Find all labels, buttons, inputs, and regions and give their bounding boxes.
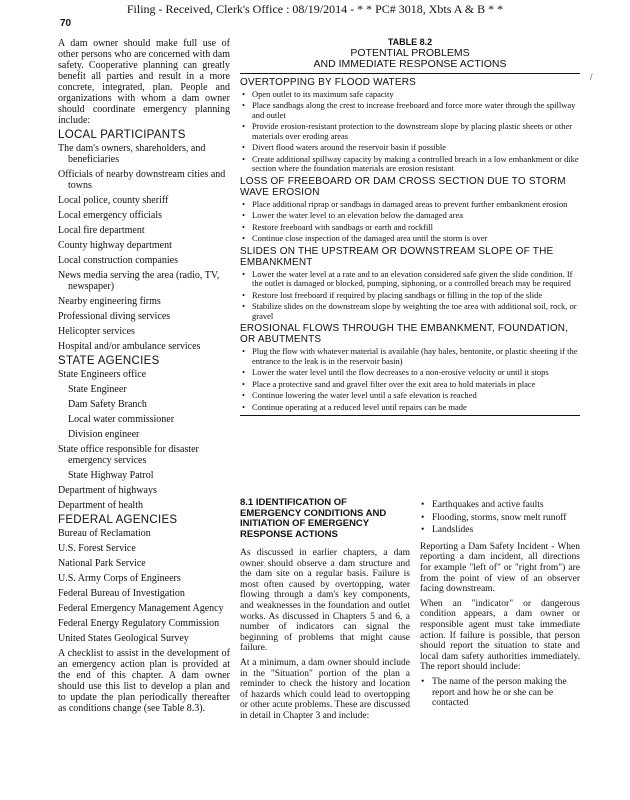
intro-paragraph: A dam owner should make full use of other persons who are concerned with dam safety. Cooperative planning can greatly benefit all parties and result in a more concrete, integrated, plan. People and organizations with whom a dam owner should coordinate emergency planning include: <box>58 38 230 126</box>
body-paragraph: At a minimum, a dam owner should include in the "Situation" portion of the plan a reminder to check the history and location of hazards which could lead to overtopping or other acute problems. These are discussed in detail in Chapter 3 and include: <box>240 657 410 721</box>
list-item: County highway department <box>58 240 172 251</box>
hazard-list <box>420 500 580 536</box>
table-8-2 <box>240 38 580 416</box>
table-bottom-rule <box>240 415 580 416</box>
filing-stamp-header: Filing - Received, Clerk's Office : 08/19/2014 - * * PC# 3018, Xbts A & B * * <box>126 2 504 16</box>
left-column <box>58 38 230 718</box>
table-top-rule <box>240 73 580 74</box>
list-subitem: State Highway Patrol <box>68 470 154 481</box>
federal-agencies-heading: FEDERAL AGENCIES <box>58 514 178 526</box>
right-column <box>420 500 580 715</box>
table-section-heading: OVERTOPPING BY FLOOD WATERS <box>240 76 416 88</box>
list-item: • Continue close inspection of the damaged area until the storm is over <box>240 234 580 244</box>
list-item: • Earthquakes and active faults <box>420 500 580 511</box>
stray-mark: / <box>590 72 593 82</box>
list-item: Department of health <box>58 500 143 511</box>
list-item: News media serving the area (radio, TV, newspaper) <box>58 270 220 292</box>
list-item: The dam's owners, shareholders, and beneficiaries <box>58 143 206 165</box>
local-participants-heading: LOCAL PARTICIPANTS <box>58 129 186 141</box>
list-item: Local fire department <box>58 225 145 236</box>
list-item: Helicopter services <box>58 326 135 337</box>
table-section-list <box>240 347 580 412</box>
list-item: U.S. Army Corps of Engineers <box>58 573 181 584</box>
table-section-heading: SLIDES ON THE UPSTREAM OR DOWNSTREAM SLOPE OF THE EMBANKMENT <box>240 245 554 268</box>
list-item: State Engineers office <box>58 369 147 380</box>
list-item: • Plug the flow with whatever material is available (hay bales, bentonite, or plastic sheeting if the entrance to the leak is in the reservoir basin) <box>240 347 580 366</box>
middle-column <box>240 498 410 726</box>
checklist-paragraph: A checklist to assist in the development of an emergency action plan is provided at the end of this chapter. A dam owner should use this list to develop a plan and to update the plan periodically thereafter as conditions change (see Table 8.3). <box>58 648 230 714</box>
table-number: TABLE 8.2 <box>387 37 433 47</box>
list-item: • Flooding, storms, snow melt runoff <box>420 513 580 524</box>
list-subitem: Division engineer <box>68 429 140 440</box>
list-item: • Continue operating at a reduced level until repairs can be made <box>240 403 580 413</box>
page-number: 70 <box>60 18 72 29</box>
list-item: • Provide erosion-resistant protection to the downstream slope by placing plastic sheets or other materials over eroding areas <box>240 122 580 141</box>
list-item: National Park Service <box>58 558 146 569</box>
report-list <box>420 677 580 709</box>
list-item: • The name of the person making the report and how he or she can be contacted <box>420 677 580 709</box>
list-item: • Open outlet to its maximum safe capacity <box>240 90 580 100</box>
list-item: Professional diving services <box>58 311 171 322</box>
state-agencies-heading: STATE AGENCIES <box>58 355 160 367</box>
list-subitem: Local water commissioner <box>68 414 175 425</box>
list-item: • Divert flood waters around the reservoir basin if possible <box>240 143 580 153</box>
list-item: Bureau of Reclamation <box>58 528 151 539</box>
section-heading-8-1: 8.1 IDENTIFICATION OF EMERGENCY CONDITIONS AND INITIATION OF EMERGENCY RESPONSE ACTIONS <box>240 497 387 540</box>
list-item: Local police, county sheriff <box>58 195 169 206</box>
list-item: • Stabilize slides on the downstream slope by weighting the toe area with additional soil, rock, or gravel <box>240 302 580 321</box>
body-paragraph: When an "indicator" or dangerous condition appears, a dam owner or responsible agent must take immediate action. If failure is possible, that person should report the situation to state and local dam safety authorities immediately. The report should include: <box>420 598 580 673</box>
list-item: • Lower the water level at a rate and to an elevation considered safe given the slide condition. If the outlet is damaged or blocked, pumping, siphoning, or a controlled breach may be required <box>240 270 580 289</box>
list-subitem: Dam Safety Branch <box>68 399 147 410</box>
table-section-list <box>240 270 580 322</box>
list-item: Federal Bureau of Investigation <box>58 588 185 599</box>
list-item: • Landslides <box>420 525 580 536</box>
list-item: Local construction companies <box>58 255 178 266</box>
body-paragraph: Reporting a Dam Safety Incident - When reporting a dam incident, all directions for example "left of" or "right from") are from the point of view of an observer facing downstream. <box>420 541 580 595</box>
list-item: Department of highways <box>58 485 157 496</box>
list-item: • Continue lowering the water level until a safe elevation is reached <box>240 391 580 401</box>
table-title-line2: AND IMMEDIATE RESPONSE ACTIONS <box>313 57 507 70</box>
federal-agencies-list <box>58 528 230 644</box>
list-item: Local emergency officials <box>58 210 163 221</box>
list-item: • Restore freeboard with sandbags or earth and rockfill <box>240 223 580 233</box>
table-section-list <box>240 200 580 244</box>
list-item: • Restore lost freeboard if required by placing sandbags or filling in the top of the slide <box>240 291 580 301</box>
list-item: Hospital and/or ambulance services <box>58 341 201 352</box>
list-item: • Lower the water level until the flow decreases to a non-erosive velocity or until it stops <box>240 368 580 378</box>
table-title-line1: POTENTIAL PROBLEMS <box>350 46 470 59</box>
list-item: United States Geological Survey <box>58 633 189 644</box>
list-item: Federal Emergency Management Agency <box>58 603 224 614</box>
list-subitem: State Engineer <box>68 384 127 395</box>
list-item: Officials of nearby downstream cities and towns <box>58 169 226 191</box>
list-item: • Place sandbags along the crest to increase freeboard and force more water through the spillway and outlet <box>240 101 580 120</box>
local-participants-list <box>58 143 230 352</box>
table-section-list <box>240 90 580 174</box>
table-section-heading: LOSS OF FREEBOARD OR DAM CROSS SECTION DUE TO STORM WAVE EROSION <box>240 175 566 198</box>
list-item: U.S. Forest Service <box>58 543 136 554</box>
list-item: • Place a protective sand and gravel filter over the exit area to hold materials in place <box>240 380 580 390</box>
list-item: • Place additional riprap or sandbags in damaged areas to prevent further embankment erosion <box>240 200 580 210</box>
list-item: • Lower the water level to an elevation below the damaged area <box>240 211 580 221</box>
list-item: State office responsible for disaster emergency services <box>58 444 199 466</box>
list-item: Federal Energy Regulatory Commission <box>58 618 220 629</box>
state-agencies-list <box>58 369 230 511</box>
table-section-heading: EROSIONAL FLOWS THROUGH THE EMBANKMENT, FOUNDATION, OR ABUTMENTS <box>240 323 569 345</box>
body-paragraph: As discussed in earlier chapters, a dam owner should observe a dam structure and the dam site on a regular basis. Failure is most often caused by overtopping, water flowing through a dam's key components, and weaknesses in the foundation and outlet works. As discussed in Chapters 5 and 6, a number of indicators can signal the beginning of problems that might cause failure. <box>240 548 410 654</box>
list-item: • Create additional spillway capacity by making a controlled breach in a low embankment or dike section where the foundation materials are erosion resistant <box>240 155 580 174</box>
list-item: Nearby engineering firms <box>58 296 161 307</box>
